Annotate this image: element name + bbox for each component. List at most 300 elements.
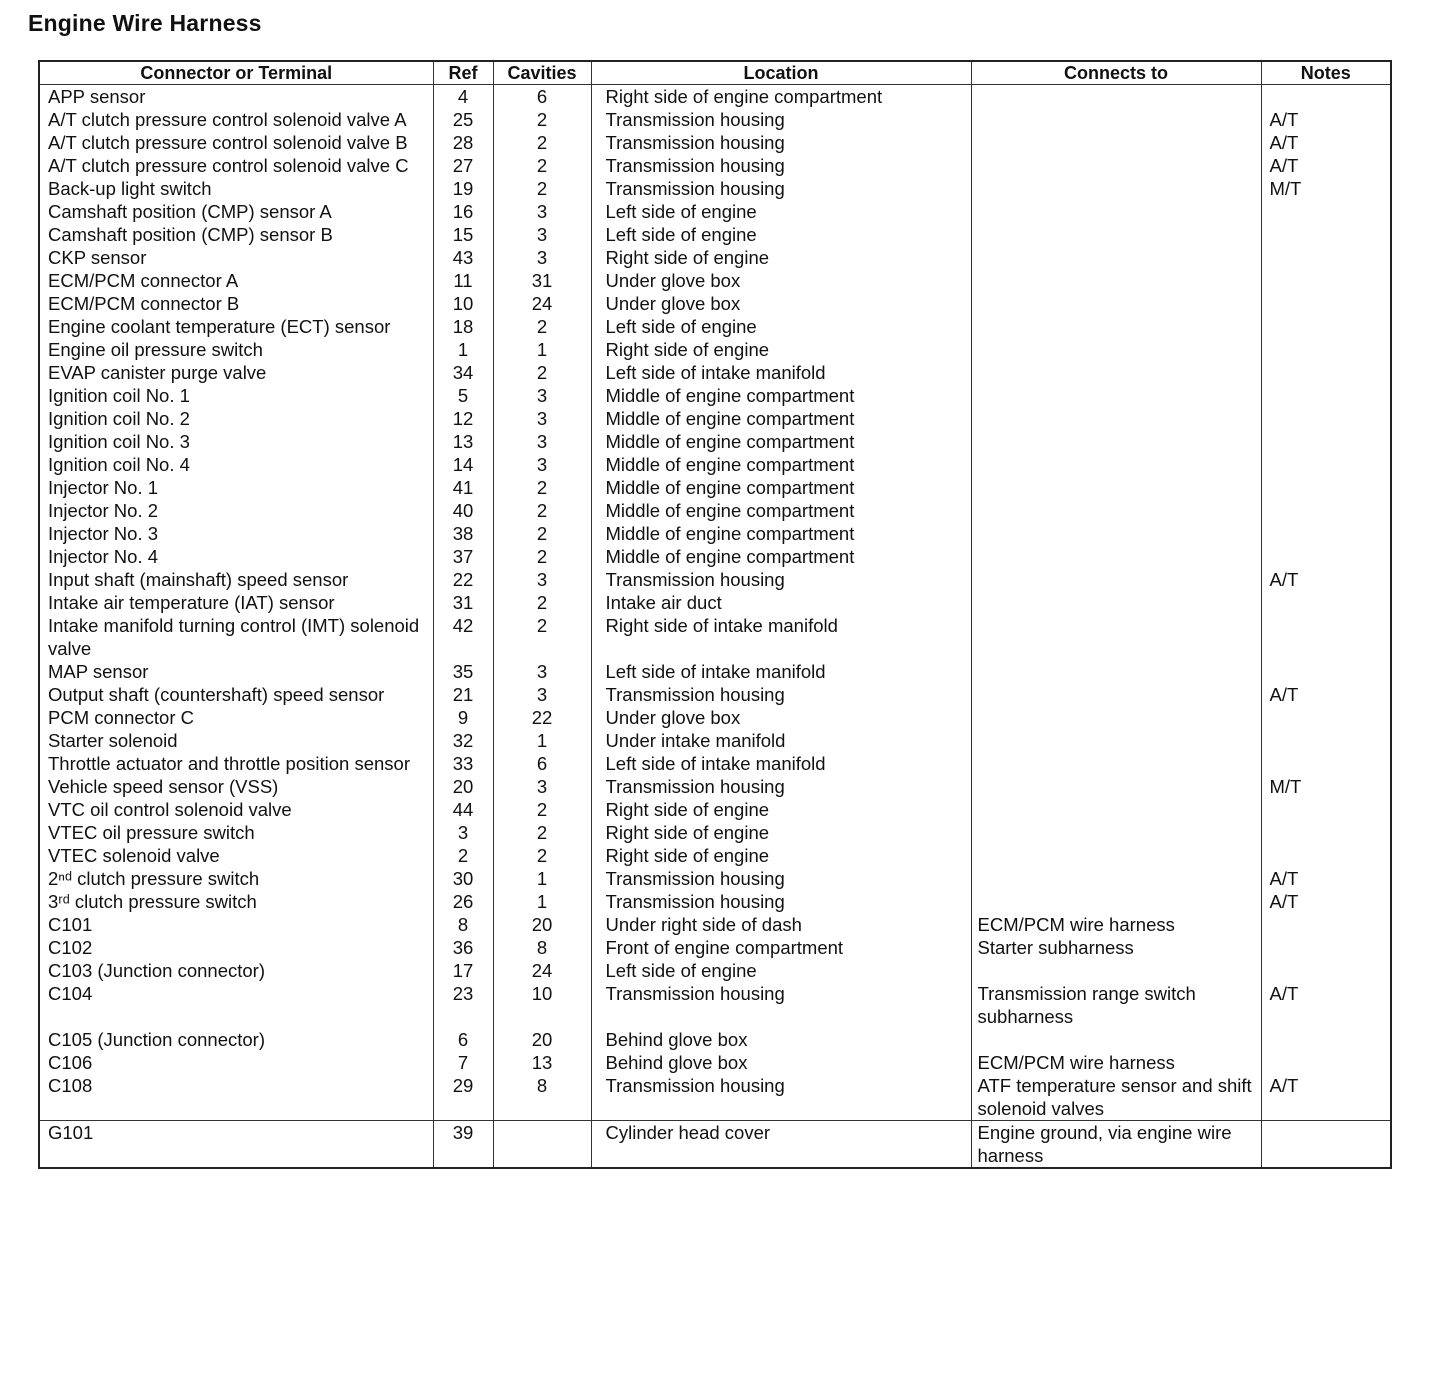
table-row — [39, 660, 1391, 683]
cell-location: Transmission housing — [591, 867, 971, 890]
cell-notes — [1261, 430, 1391, 453]
cell-connector: Injector No. 3 — [48, 523, 159, 544]
cell-connector: A/T clutch pressure control solenoid valve C — [48, 155, 409, 176]
cell-cavities: 2 — [493, 154, 591, 177]
cell-cavities: 8 — [493, 1074, 591, 1121]
cell-ref: 8 — [433, 913, 493, 936]
cell-notes — [1261, 591, 1391, 614]
cell-ref: 40 — [433, 499, 493, 522]
cell-ref: 5 — [433, 384, 493, 407]
cell-connector: C105 (Junction connector) — [48, 1029, 265, 1050]
cell-connector: 3ʳᵈ clutch pressure switch — [48, 891, 257, 912]
cell-notes — [1261, 752, 1391, 775]
cell-cavities: 3 — [493, 775, 591, 798]
cell-connector: EVAP canister purge valve — [48, 362, 267, 383]
cell-location: Intake air duct — [591, 591, 971, 614]
cell-connector: VTEC oil pressure switch — [48, 822, 255, 843]
cell-cavities: 2 — [493, 821, 591, 844]
cell-notes — [1261, 407, 1391, 430]
cell-connector: Output shaft (countershaft) speed sensor — [48, 684, 385, 705]
cell-connector: C101 — [48, 914, 93, 935]
cell-connects-to — [971, 867, 1261, 890]
cell-ref: 22 — [433, 568, 493, 591]
cell-ref: 1 — [433, 338, 493, 361]
cell-notes — [1261, 545, 1391, 568]
cell-notes — [1261, 384, 1391, 407]
cell-notes: A/T — [1261, 1074, 1391, 1121]
table-row — [39, 200, 1391, 223]
cell-ref: 19 — [433, 177, 493, 200]
cell-notes — [1261, 1051, 1391, 1074]
table-row — [39, 821, 1391, 844]
cell-cavities: 3 — [493, 568, 591, 591]
cell-cavities: 2 — [493, 177, 591, 200]
cell-notes: A/T — [1261, 154, 1391, 177]
cell-location: Transmission housing — [591, 683, 971, 706]
cell-connects-to — [971, 131, 1261, 154]
cell-location: Transmission housing — [591, 982, 971, 1028]
cell-location: Middle of engine compartment — [591, 545, 971, 568]
cell-notes — [1261, 453, 1391, 476]
table-row — [39, 154, 1391, 177]
cell-cavities: 31 — [493, 269, 591, 292]
cell-connects-to — [971, 775, 1261, 798]
cell-location: Behind glove box — [591, 1028, 971, 1051]
cell-connector: Ignition coil No. 1 — [48, 385, 190, 406]
cell-connector: Ignition coil No. 3 — [48, 431, 190, 452]
cell-connects-to — [971, 200, 1261, 223]
cell-cavities: 3 — [493, 200, 591, 223]
cell-cavities: 2 — [493, 614, 591, 660]
cell-connects-to — [971, 361, 1261, 384]
cell-notes: A/T — [1261, 982, 1391, 1028]
cell-cavities — [493, 1121, 591, 1169]
table-row — [39, 752, 1391, 775]
cell-connector: Input shaft (mainshaft) speed sensor — [48, 569, 349, 590]
cell-notes — [1261, 706, 1391, 729]
cell-location: Cylinder head cover — [591, 1121, 971, 1169]
table-row — [39, 867, 1391, 890]
cell-ref: 14 — [433, 453, 493, 476]
cell-notes — [1261, 85, 1391, 109]
cell-location: Transmission housing — [591, 131, 971, 154]
cell-connects-to — [971, 683, 1261, 706]
cell-connects-to — [971, 890, 1261, 913]
cell-location: Under glove box — [591, 269, 971, 292]
cell-notes — [1261, 959, 1391, 982]
cell-location: Behind glove box — [591, 1051, 971, 1074]
cell-notes — [1261, 223, 1391, 246]
cell-ref: 30 — [433, 867, 493, 890]
cell-connects-to — [971, 246, 1261, 269]
cell-ref: 28 — [433, 131, 493, 154]
cell-location: Transmission housing — [591, 775, 971, 798]
cell-notes: A/T — [1261, 108, 1391, 131]
cell-connector: Engine oil pressure switch — [48, 339, 263, 360]
cell-location: Middle of engine compartment — [591, 499, 971, 522]
cell-connects-to — [971, 292, 1261, 315]
cell-ref: 25 — [433, 108, 493, 131]
cell-connector: VTEC solenoid valve — [48, 845, 220, 866]
cell-ref: 27 — [433, 154, 493, 177]
cell-connects-to — [971, 269, 1261, 292]
cell-cavities: 2 — [493, 361, 591, 384]
cell-connects-to — [971, 154, 1261, 177]
col-header-notes: Notes — [1261, 61, 1391, 85]
cell-ref: 11 — [433, 269, 493, 292]
cell-connector: Ignition coil No. 2 — [48, 408, 190, 429]
table-row — [39, 1121, 1391, 1169]
table-row — [39, 223, 1391, 246]
cell-connects-to — [971, 798, 1261, 821]
cell-connector: Ignition coil No. 4 — [48, 454, 190, 475]
table-row — [39, 85, 1391, 109]
cell-connector: Injector No. 1 — [48, 477, 159, 498]
cell-cavities: 3 — [493, 246, 591, 269]
cell-cavities: 1 — [493, 890, 591, 913]
cell-notes: A/T — [1261, 131, 1391, 154]
table-row — [39, 453, 1391, 476]
cell-notes — [1261, 729, 1391, 752]
table-row — [39, 1051, 1391, 1074]
cell-connector: ECM/PCM connector A — [48, 270, 239, 291]
cell-location: Transmission housing — [591, 108, 971, 131]
cell-connects-to: Transmission range switch subharness — [971, 982, 1261, 1028]
table-row — [39, 384, 1391, 407]
cell-cavities: 2 — [493, 844, 591, 867]
cell-connects-to — [971, 85, 1261, 109]
cell-notes — [1261, 913, 1391, 936]
cell-cavities: 3 — [493, 430, 591, 453]
cell-cavities: 2 — [493, 476, 591, 499]
cell-connector: Starter solenoid — [48, 730, 178, 751]
cell-cavities: 8 — [493, 936, 591, 959]
cell-cavities: 20 — [493, 1028, 591, 1051]
cell-cavities: 10 — [493, 982, 591, 1028]
cell-ref: 34 — [433, 361, 493, 384]
page-title: Engine Wire Harness — [28, 10, 262, 36]
harness-table — [38, 60, 1392, 1169]
cell-notes — [1261, 614, 1391, 660]
cell-location: Left side of engine — [591, 315, 971, 338]
cell-notes — [1261, 1121, 1391, 1169]
cell-ref: 29 — [433, 1074, 493, 1121]
cell-connects-to — [971, 499, 1261, 522]
cell-connector: A/T clutch pressure control solenoid valve A — [48, 109, 407, 130]
cell-ref: 38 — [433, 522, 493, 545]
cell-connects-to — [971, 729, 1261, 752]
table-row — [39, 798, 1391, 821]
cell-connector: VTC oil control solenoid valve — [48, 799, 292, 820]
cell-connector: APP sensor — [48, 86, 146, 107]
cell-connector: Injector No. 2 — [48, 500, 159, 521]
table-row — [39, 269, 1391, 292]
table-row — [39, 890, 1391, 913]
col-header-connects-to: Connects to — [971, 61, 1261, 85]
table-row — [39, 936, 1391, 959]
cell-connects-to — [971, 315, 1261, 338]
cell-notes — [1261, 499, 1391, 522]
cell-location: Middle of engine compartment — [591, 476, 971, 499]
cell-notes — [1261, 361, 1391, 384]
cell-location: Right side of engine — [591, 844, 971, 867]
cell-notes — [1261, 200, 1391, 223]
cell-cavities: 2 — [493, 131, 591, 154]
cell-ref: 7 — [433, 1051, 493, 1074]
cell-ref: 3 — [433, 821, 493, 844]
cell-cavities: 2 — [493, 315, 591, 338]
table-row — [39, 522, 1391, 545]
cell-connects-to — [971, 223, 1261, 246]
cell-connects-to — [971, 384, 1261, 407]
cell-location: Under glove box — [591, 706, 971, 729]
cell-cavities: 2 — [493, 499, 591, 522]
cell-location: Transmission housing — [591, 1074, 971, 1121]
cell-ref: 13 — [433, 430, 493, 453]
cell-connects-to: ECM/PCM wire harness — [971, 913, 1261, 936]
cell-ref: 42 — [433, 614, 493, 660]
cell-ref: 33 — [433, 752, 493, 775]
cell-location: Front of engine compartment — [591, 936, 971, 959]
cell-location: Middle of engine compartment — [591, 407, 971, 430]
table-row — [39, 315, 1391, 338]
cell-connects-to — [971, 660, 1261, 683]
cell-connects-to: ATF temperature sensor and shift solenoid valves — [971, 1074, 1261, 1121]
cell-connects-to — [971, 844, 1261, 867]
cell-connector: C103 (Junction connector) — [48, 960, 265, 981]
cell-ref: 9 — [433, 706, 493, 729]
table-row — [39, 706, 1391, 729]
cell-notes — [1261, 315, 1391, 338]
col-header-location: Location — [591, 61, 971, 85]
cell-connector: Injector No. 4 — [48, 546, 159, 567]
cell-location: Right side of engine compartment — [591, 85, 971, 109]
cell-cavities: 2 — [493, 591, 591, 614]
cell-location: Transmission housing — [591, 154, 971, 177]
cell-connects-to — [971, 591, 1261, 614]
cell-connects-to — [971, 476, 1261, 499]
table-row — [39, 177, 1391, 200]
cell-notes — [1261, 936, 1391, 959]
cell-cavities: 2 — [493, 545, 591, 568]
table-row — [39, 1074, 1391, 1121]
table-row — [39, 683, 1391, 706]
cell-ref: 4 — [433, 85, 493, 109]
cell-ref: 15 — [433, 223, 493, 246]
cell-notes: A/T — [1261, 890, 1391, 913]
table-row — [39, 568, 1391, 591]
cell-location: Left side of engine — [591, 200, 971, 223]
cell-cavities: 20 — [493, 913, 591, 936]
cell-ref: 31 — [433, 591, 493, 614]
cell-connector: 2ⁿᵈ clutch pressure switch — [48, 868, 260, 889]
cell-connects-to — [971, 821, 1261, 844]
cell-connects-to — [971, 545, 1261, 568]
cell-cavities: 24 — [493, 292, 591, 315]
cell-location: Middle of engine compartment — [591, 522, 971, 545]
cell-connector: Intake air temperature (IAT) sensor — [48, 592, 335, 613]
cell-notes — [1261, 338, 1391, 361]
table-row — [39, 614, 1391, 660]
cell-notes — [1261, 476, 1391, 499]
cell-location: Transmission housing — [591, 568, 971, 591]
table-row — [39, 545, 1391, 568]
cell-connects-to: Starter subharness — [971, 936, 1261, 959]
cell-connects-to — [971, 706, 1261, 729]
cell-ref: 36 — [433, 936, 493, 959]
cell-ref: 20 — [433, 775, 493, 798]
cell-location: Left side of engine — [591, 223, 971, 246]
cell-location: Right side of engine — [591, 338, 971, 361]
cell-notes: M/T — [1261, 177, 1391, 200]
cell-ref: 17 — [433, 959, 493, 982]
col-header-connector: Connector or Terminal — [39, 61, 433, 85]
cell-connector: C106 — [48, 1052, 93, 1073]
cell-notes: A/T — [1261, 568, 1391, 591]
table-row — [39, 775, 1391, 798]
cell-location: Transmission housing — [591, 890, 971, 913]
cell-connects-to: ECM/PCM wire harness — [971, 1051, 1261, 1074]
cell-connector: MAP sensor — [48, 661, 149, 682]
cell-connects-to — [971, 959, 1261, 982]
cell-cavities: 3 — [493, 453, 591, 476]
cell-connects-to — [971, 338, 1261, 361]
table-row — [39, 338, 1391, 361]
table-row — [39, 108, 1391, 131]
cell-ref: 16 — [433, 200, 493, 223]
cell-connector: Intake manifold turning control (IMT) solenoid valve — [48, 615, 420, 659]
col-header-cavities: Cavities — [493, 61, 591, 85]
table-row — [39, 913, 1391, 936]
cell-ref: 18 — [433, 315, 493, 338]
cell-cavities: 3 — [493, 660, 591, 683]
cell-cavities: 1 — [493, 867, 591, 890]
cell-connects-to — [971, 453, 1261, 476]
cell-location: Right side of intake manifold — [591, 614, 971, 660]
cell-notes — [1261, 522, 1391, 545]
cell-location: Under intake manifold — [591, 729, 971, 752]
cell-location: Middle of engine compartment — [591, 453, 971, 476]
cell-connector: Throttle actuator and throttle position sensor — [48, 753, 410, 774]
table-row — [39, 476, 1391, 499]
cell-ref: 39 — [433, 1121, 493, 1169]
cell-location: Left side of intake manifold — [591, 752, 971, 775]
cell-connects-to — [971, 108, 1261, 131]
cell-ref: 37 — [433, 545, 493, 568]
cell-connector: Camshaft position (CMP) sensor B — [48, 224, 333, 245]
cell-location: Transmission housing — [591, 177, 971, 200]
table-row — [39, 430, 1391, 453]
cell-connector: PCM connector C — [48, 707, 194, 728]
table-row — [39, 729, 1391, 752]
cell-cavities: 2 — [493, 522, 591, 545]
cell-notes — [1261, 292, 1391, 315]
cell-ref: 26 — [433, 890, 493, 913]
table-body — [39, 85, 1391, 1169]
cell-notes: M/T — [1261, 775, 1391, 798]
cell-ref: 35 — [433, 660, 493, 683]
table-row — [39, 591, 1391, 614]
cell-location: Right side of engine — [591, 821, 971, 844]
cell-notes: A/T — [1261, 867, 1391, 890]
cell-connector: Back-up light switch — [48, 178, 212, 199]
cell-cavities: 6 — [493, 85, 591, 109]
cell-location: Right side of engine — [591, 798, 971, 821]
table-row — [39, 361, 1391, 384]
cell-notes — [1261, 844, 1391, 867]
cell-location: Left side of engine — [591, 959, 971, 982]
cell-ref: 2 — [433, 844, 493, 867]
cell-cavities: 3 — [493, 223, 591, 246]
cell-ref: 23 — [433, 982, 493, 1028]
cell-cavities: 22 — [493, 706, 591, 729]
cell-ref: 44 — [433, 798, 493, 821]
cell-ref: 32 — [433, 729, 493, 752]
cell-ref: 12 — [433, 407, 493, 430]
table-row — [39, 1028, 1391, 1051]
cell-connects-to: Engine ground, via engine wire harness — [971, 1121, 1261, 1169]
cell-cavities: 2 — [493, 798, 591, 821]
cell-connector: C108 — [48, 1075, 93, 1096]
table-row — [39, 499, 1391, 522]
cell-cavities: 3 — [493, 384, 591, 407]
cell-ref: 41 — [433, 476, 493, 499]
cell-connector: G101 — [39, 1121, 433, 1169]
cell-connects-to — [971, 752, 1261, 775]
cell-cavities: 24 — [493, 959, 591, 982]
cell-cavities: 3 — [493, 683, 591, 706]
cell-cavities: 6 — [493, 752, 591, 775]
cell-location: Left side of intake manifold — [591, 361, 971, 384]
table-row — [39, 292, 1391, 315]
cell-ref: 10 — [433, 292, 493, 315]
cell-ref: 43 — [433, 246, 493, 269]
table-row — [39, 959, 1391, 982]
cell-notes — [1261, 246, 1391, 269]
cell-notes — [1261, 269, 1391, 292]
cell-cavities: 2 — [493, 108, 591, 131]
table-row — [39, 131, 1391, 154]
cell-connector: C102 — [48, 937, 93, 958]
cell-connects-to — [971, 177, 1261, 200]
cell-location: Under right side of dash — [591, 913, 971, 936]
cell-cavities: 1 — [493, 338, 591, 361]
cell-connector: A/T clutch pressure control solenoid valve B — [48, 132, 408, 153]
table-row — [39, 844, 1391, 867]
cell-connects-to — [971, 1028, 1261, 1051]
table-row — [39, 982, 1391, 1028]
cell-connector: Engine coolant temperature (ECT) sensor — [48, 316, 391, 337]
col-header-ref: Ref — [433, 61, 493, 85]
cell-cavities: 1 — [493, 729, 591, 752]
cell-location: Middle of engine compartment — [591, 430, 971, 453]
cell-ref: 6 — [433, 1028, 493, 1051]
cell-connector: CKP sensor — [48, 247, 147, 268]
cell-connects-to — [971, 430, 1261, 453]
cell-cavities: 13 — [493, 1051, 591, 1074]
cell-connects-to — [971, 568, 1261, 591]
cell-connector: Camshaft position (CMP) sensor A — [48, 201, 332, 222]
header-row — [39, 61, 1391, 85]
table-row — [39, 246, 1391, 269]
cell-location: Middle of engine compartment — [591, 384, 971, 407]
cell-notes — [1261, 660, 1391, 683]
cell-connector: C104 — [48, 983, 93, 1004]
cell-location: Right side of engine — [591, 246, 971, 269]
cell-connector: Vehicle speed sensor (VSS) — [48, 776, 279, 797]
cell-connects-to — [971, 407, 1261, 430]
cell-location: Left side of intake manifold — [591, 660, 971, 683]
